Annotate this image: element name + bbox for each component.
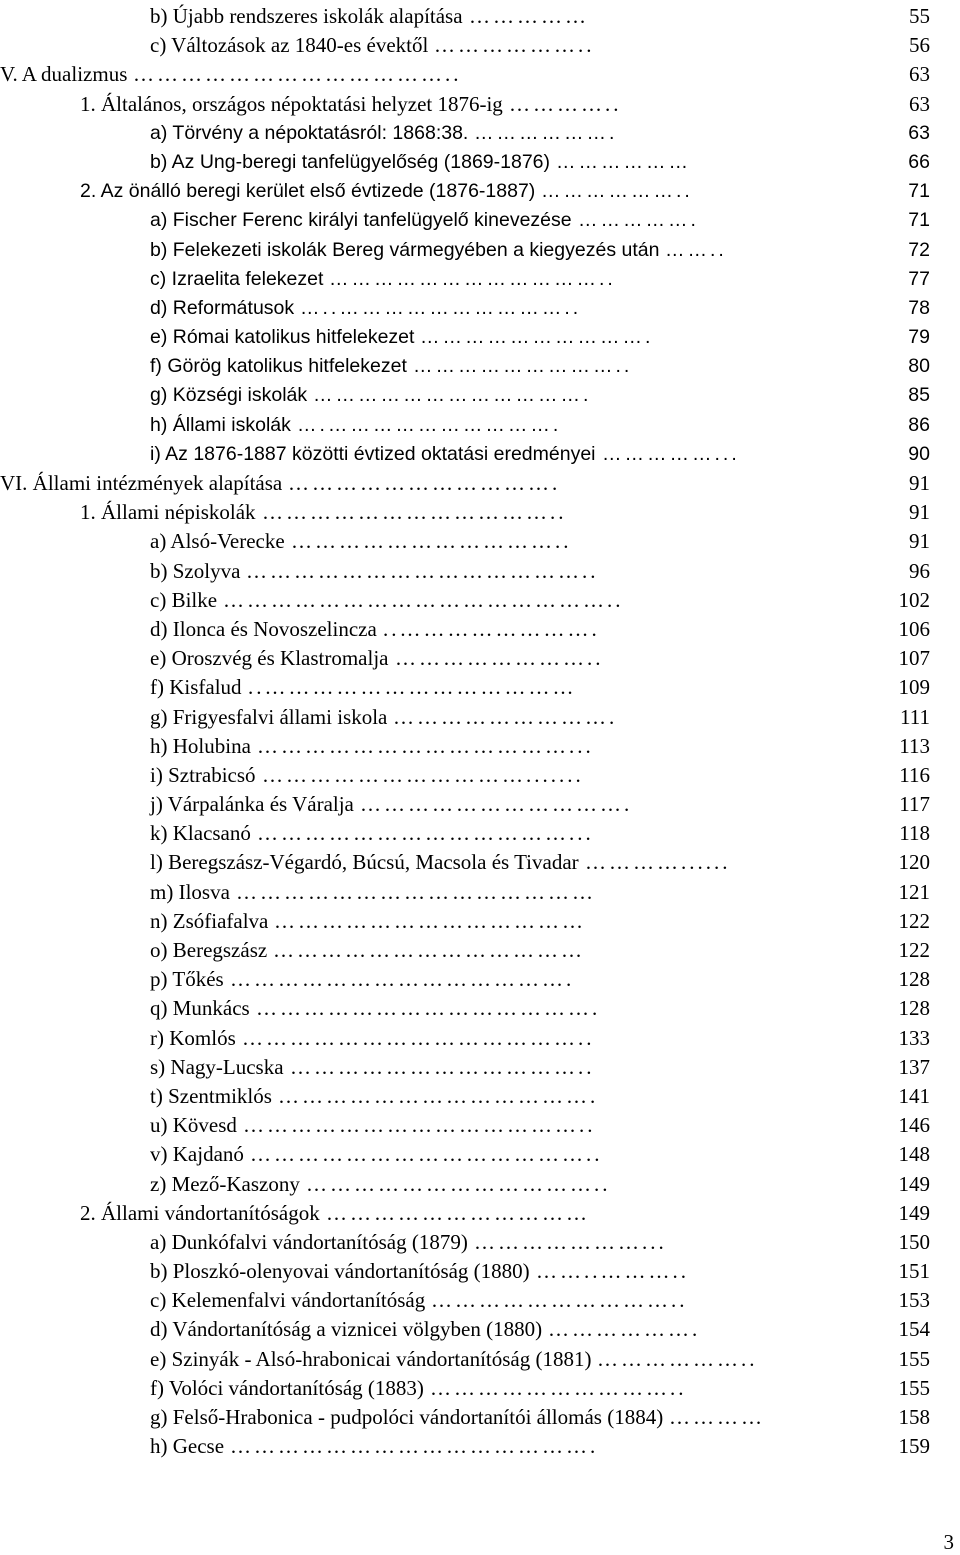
toc-entry	[0, 2, 960, 31]
toc-entry-leader: ….………………………….	[297, 413, 562, 436]
toc-entry	[0, 381, 960, 410]
toc-entry-title: r) Komlós	[150, 1025, 236, 1050]
toc-entry-page: 91	[909, 500, 930, 525]
toc-entry-page: 137	[898, 1054, 930, 1079]
toc-entry	[0, 206, 960, 235]
toc-entry-leader: ……………………..	[395, 646, 604, 671]
toc-entry-title: a) Fischer Ferenc királyi tanfelügyelő kinevezése	[150, 209, 572, 232]
toc-entry-page: 141	[898, 1083, 930, 1108]
toc-entry-leader: …………………………………...	[257, 821, 594, 846]
toc-entry-page: 109	[898, 675, 930, 700]
toc-entry-leader: ………………………………..	[290, 1054, 595, 1079]
toc-entry-page: 153	[898, 1288, 930, 1313]
toc-entry-title: e) Római katolikus hitfelekezet	[150, 326, 415, 349]
toc-entry	[0, 440, 960, 469]
toc-entry-title: h) Állami iskolák	[150, 413, 291, 436]
toc-entry-title: f) Kisfalud	[150, 675, 242, 700]
toc-entry	[0, 790, 960, 819]
toc-entry-title: s) Nagy-Lucska	[150, 1054, 284, 1079]
toc-entry-page: 121	[898, 879, 930, 904]
toc-entry	[0, 469, 960, 498]
toc-entry-leader: …………………………..	[431, 1288, 688, 1313]
toc-entry-page: 79	[908, 326, 930, 349]
toc-entry	[0, 1286, 960, 1315]
toc-entry-page: 63	[909, 91, 930, 116]
toc-entry	[0, 1432, 960, 1461]
toc-entry-page: 155	[898, 1346, 930, 1371]
toc-entry-title: a) Dunkófalvi vándortanítóság (1879)	[150, 1229, 468, 1254]
toc-entry	[0, 265, 960, 294]
toc-entry-page: 159	[898, 1434, 930, 1459]
toc-entry-leader: ………………..	[597, 1346, 758, 1371]
toc-entry-title: h) Holubina	[150, 733, 251, 758]
toc-entry-title: V. A dualizmus	[0, 62, 128, 87]
toc-entry	[0, 878, 960, 907]
page-number: 3	[943, 1530, 954, 1554]
toc-entry-leader: …………………………………	[273, 938, 585, 962]
toc-entry-page: 63	[909, 62, 930, 87]
toc-entry	[0, 994, 960, 1023]
toc-entry	[0, 936, 960, 965]
toc-entry-title: n) Zsófiafalva	[150, 908, 269, 933]
toc-entry-page: 122	[898, 938, 930, 962]
toc-entry-leader: ………………………………..	[329, 267, 616, 290]
toc-entry-leader: ……………………………………..	[250, 1142, 603, 1167]
toc-entry-leader: ………………..	[434, 33, 595, 58]
toc-entry-leader: ………………………………..	[306, 1171, 611, 1196]
table-of-contents	[0, 2, 960, 1461]
toc-entry-title: j) Várpalánka és Váralja	[150, 792, 354, 817]
toc-entry-leader: ……..………..	[536, 1259, 689, 1284]
toc-entry	[0, 1374, 960, 1403]
toc-entry-title: q) Munkács	[150, 996, 250, 1021]
toc-entry	[0, 1228, 960, 1257]
toc-entry-leader: …………………...	[474, 1229, 667, 1254]
toc-entry	[0, 673, 960, 702]
toc-entry-title: g) Frigyesfalvi állami iskola	[150, 704, 388, 729]
toc-entry	[0, 1024, 960, 1053]
toc-entry-title: t) Szentmiklós	[150, 1083, 272, 1108]
toc-entry	[0, 1082, 960, 1111]
toc-entry-page: 71	[908, 209, 930, 232]
toc-entry	[0, 1345, 960, 1374]
toc-entry	[0, 498, 960, 527]
toc-entry	[0, 60, 960, 89]
toc-entry-title: d) Ilonca és Novoszelincza	[150, 616, 377, 641]
toc-entry-title: b) Felekezeti iskolák Bereg vármegyében a kiegyezés után	[150, 238, 660, 261]
toc-entry	[0, 1140, 960, 1169]
toc-entry	[0, 90, 960, 119]
toc-entry	[0, 527, 960, 556]
toc-entry-leader: …………….	[578, 209, 699, 232]
toc-entry-leader: ……………………………..	[291, 529, 572, 554]
toc-entry-page: 85	[908, 384, 930, 407]
toc-entry-title: VI. Állami intézmények alapítása	[0, 471, 283, 495]
toc-entry-leader: ..…………………….	[383, 616, 600, 641]
toc-entry-page: 71	[908, 180, 930, 203]
toc-entry-leader: …………………………………………..	[223, 587, 624, 612]
toc-entry-page: 91	[909, 529, 930, 554]
toc-entry-title: b) Újabb rendszeres iskolák alapítása	[150, 4, 463, 28]
toc-entry-page: 86	[908, 413, 930, 436]
toc-entry-page: 107	[898, 646, 930, 671]
toc-entry-leader: …………………………..	[430, 1375, 687, 1400]
toc-entry	[0, 294, 960, 323]
toc-entry-title: d) Reformátusok	[150, 296, 295, 319]
toc-entry	[0, 732, 960, 761]
toc-entry-title: u) Kövesd	[150, 1113, 237, 1138]
toc-entry-page: 155	[898, 1375, 930, 1400]
toc-entry	[0, 177, 960, 206]
toc-entry-page: 151	[898, 1259, 930, 1284]
toc-entry-page: 117	[899, 792, 930, 817]
toc-entry-page: 66	[908, 150, 930, 173]
toc-entry-title: c) Bilke	[150, 587, 218, 612]
toc-entry-title: i) Az 1876-1887 közötti évtized oktatási eredményei	[150, 442, 596, 465]
toc-entry	[0, 148, 960, 177]
toc-entry	[0, 1315, 960, 1344]
toc-entry-title: 1. Állami népiskolák	[80, 500, 256, 525]
toc-entry-page: 150	[898, 1229, 930, 1254]
toc-entry-leader: ………………………………………	[236, 879, 596, 904]
toc-entry-title: h) Gecse	[150, 1434, 225, 1459]
toc-entry-page: 120	[898, 850, 930, 875]
toc-entry	[0, 1403, 960, 1432]
toc-entry-title: l) Beregszász-Végardó, Búcsú, Macsola és Tivadar	[150, 850, 579, 875]
toc-entry-page: 72	[908, 238, 930, 261]
toc-entry-page: 116	[899, 762, 930, 787]
toc-entry-leader: …………………………………….	[230, 967, 575, 992]
toc-entry-title: b) Ploszkó-olenyovai vándortanítóság (1880)	[150, 1259, 530, 1284]
toc-entry-leader: ………………………..	[413, 355, 633, 378]
toc-entry-title: e) Szinyák - Alsó-hrabonicai vándortanítóság (1881)	[150, 1346, 592, 1371]
toc-entry	[0, 411, 960, 440]
toc-entry-title: c) Izraelita felekezet	[150, 267, 324, 290]
toc-entry	[0, 819, 960, 848]
toc-entry	[0, 1111, 960, 1140]
toc-entry-title: b) Szolyva	[150, 558, 241, 583]
toc-entry	[0, 703, 960, 732]
toc-entry	[0, 586, 960, 615]
toc-entry-leader: …………………………………….	[256, 996, 601, 1021]
toc-entry-page: 146	[898, 1113, 930, 1138]
toc-entry	[0, 557, 960, 586]
toc-entry	[0, 1257, 960, 1286]
toc-entry-page: 55	[909, 4, 930, 28]
toc-entry-title: z) Mező-Kaszony	[150, 1171, 300, 1196]
toc-entry-leader: …..…………………………..	[300, 296, 582, 319]
toc-entry-leader: ……………………………….	[313, 384, 592, 407]
toc-entry	[0, 119, 960, 148]
toc-entry-title: 1. Általános, országos népoktatási helyzet 1876-ig	[80, 91, 503, 116]
toc-entry	[0, 323, 960, 352]
toc-entry-page: 128	[898, 967, 930, 992]
toc-entry-leader: ……………….	[474, 121, 618, 144]
toc-entry-title: m) Ilosva	[150, 879, 230, 904]
toc-entry	[0, 1199, 960, 1228]
toc-entry-page: 91	[909, 471, 930, 495]
toc-entry-page: 154	[898, 1317, 930, 1342]
toc-entry-page: 56	[909, 33, 930, 58]
toc-entry-leader: …………………………….	[360, 792, 633, 817]
toc-entry-leader: ……………...	[602, 442, 740, 465]
toc-entry-leader: ……………….	[548, 1317, 701, 1342]
toc-entry-page: 148	[898, 1142, 930, 1167]
toc-entry-title: i) Sztrabicsó	[150, 762, 256, 787]
toc-entry-leader: ……………………………………..	[246, 558, 599, 583]
toc-entry-leader: ……………………………………..	[242, 1025, 595, 1050]
toc-entry-title: g) Községi iskolák	[150, 384, 308, 407]
toc-entry-page: 133	[898, 1025, 930, 1050]
toc-entry-leader: ……………………………	[326, 1200, 590, 1225]
toc-entry-page: 113	[899, 733, 930, 758]
toc-entry-page: 63	[908, 121, 930, 144]
toc-entry	[0, 761, 960, 790]
toc-entry	[0, 644, 960, 673]
toc-entry	[0, 1170, 960, 1199]
toc-entry-leader: …………………………….	[288, 471, 561, 495]
toc-entry-title: p) Tőkés	[150, 967, 224, 992]
toc-entry-title: v) Kajdanó	[150, 1142, 244, 1167]
toc-entry-leader: …………………………………..	[133, 62, 462, 87]
toc-entry-page: 102	[898, 587, 930, 612]
toc-entry-leader: ……………………………………….	[230, 1434, 599, 1459]
toc-entry-leader: ………………………….	[420, 326, 654, 349]
toc-entry-title: d) Vándortanítóság a viznicei völgyben (1880)	[150, 1317, 543, 1342]
toc-entry-page: 158	[898, 1405, 930, 1429]
toc-entry-leader: …………..	[509, 91, 622, 116]
toc-entry-leader: ……………………….	[393, 704, 618, 729]
toc-entry-page: 80	[908, 355, 930, 378]
toc-entry-title: f) Görög katolikus hitfelekezet	[150, 355, 407, 378]
toc-entry-title: c) Kelemenfalvi vándortanítóság	[150, 1288, 426, 1313]
toc-entry-page: 77	[908, 267, 930, 290]
toc-entry-leader: …………......	[585, 850, 731, 875]
toc-entry	[0, 965, 960, 994]
toc-entry	[0, 31, 960, 60]
toc-entry-page: 118	[899, 821, 930, 846]
toc-entry-title: c) Változások az 1840-es évektől	[150, 33, 429, 58]
toc-entry-title: e) Oroszvég és Klastromalja	[150, 646, 389, 671]
toc-entry-page: 111	[900, 704, 930, 729]
toc-entry-leader: …………………………….......	[262, 762, 584, 787]
toc-entry-leader: ..…………………………………	[248, 675, 577, 700]
toc-entry	[0, 1053, 960, 1082]
toc-entry-leader: ……………………………………..	[243, 1113, 596, 1138]
toc-entry	[0, 236, 960, 265]
toc-entry-leader: ……………	[469, 4, 589, 28]
toc-entry-title: a) Alsó-Verecke	[150, 529, 285, 554]
toc-entry-leader: ………………………………….	[278, 1083, 599, 1108]
toc-entry-page: 96	[909, 558, 930, 583]
toc-entry-leader: …………………………………	[274, 908, 586, 933]
toc-entry-title: o) Beregszász	[150, 938, 268, 962]
toc-entry	[0, 848, 960, 877]
toc-entry-leader: …………………………………...	[257, 733, 594, 758]
toc-entry-page: 78	[908, 296, 930, 319]
toc-entry-title: g) Felső-Hrabonica - pudpolóci vándortanítói állomás (1884)	[150, 1405, 664, 1429]
toc-entry-leader: ………………..	[541, 180, 693, 203]
toc-entry-page: 149	[898, 1200, 930, 1225]
toc-entry-leader: ……..	[665, 238, 727, 261]
toc-entry-page: 128	[898, 996, 930, 1021]
toc-entry-page: 149	[898, 1171, 930, 1196]
toc-entry-page: 106	[898, 616, 930, 641]
toc-entry-title: a) Törvény a népoktatásról: 1868:38.	[150, 121, 469, 144]
toc-entry-page: 90	[908, 442, 930, 465]
toc-entry-leader: …………	[669, 1405, 765, 1429]
toc-entry-title: 2. Az önálló beregi kerület első évtizede (1876-1887)	[80, 180, 536, 203]
toc-entry-title: 2. Állami vándortanítóságok	[80, 1200, 320, 1225]
toc-entry	[0, 352, 960, 381]
toc-entry-title: f) Volóci vándortanítóság (1883)	[150, 1375, 424, 1400]
toc-entry-leader: ………………	[556, 150, 691, 173]
toc-entry-title: k) Klacsanó	[150, 821, 251, 846]
toc-entry-page: 122	[898, 908, 930, 933]
toc-entry-leader: ………………………………..	[262, 500, 567, 525]
toc-entry-title: b) Az Ung-beregi tanfelügyelőség (1869-1876)	[150, 150, 551, 173]
toc-entry	[0, 615, 960, 644]
toc-entry	[0, 907, 960, 936]
